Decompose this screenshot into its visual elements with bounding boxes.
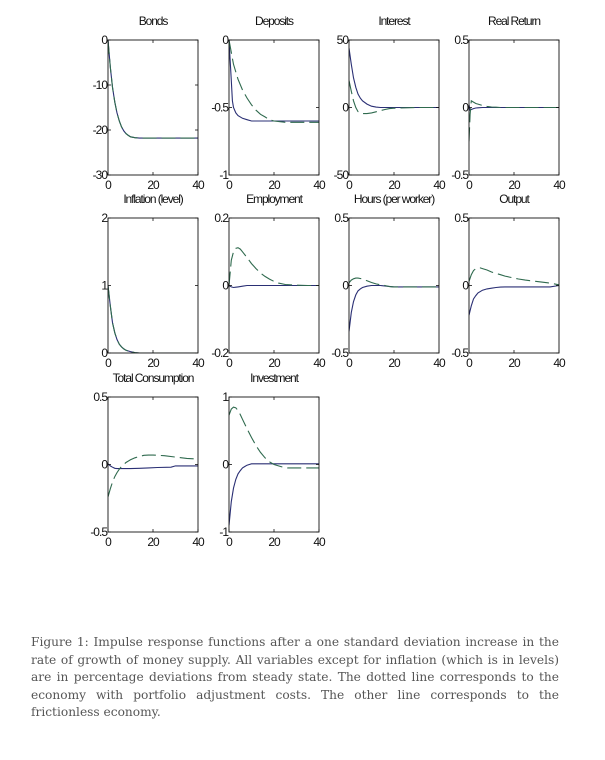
y-tick-label: -30 bbox=[92, 168, 107, 182]
series-line-frictionless bbox=[108, 464, 198, 469]
series-line-frictionless bbox=[349, 48, 439, 107]
x-tick-label: 20 bbox=[388, 356, 400, 370]
y-tick-label: 0 bbox=[462, 278, 468, 293]
series-line-adjustment-costs bbox=[108, 286, 198, 354]
panel-hours-per-worker bbox=[331, 192, 446, 370]
y-tick-label: -1 bbox=[219, 525, 228, 539]
x-tick-label: 20 bbox=[268, 535, 280, 549]
x-tick-label: 20 bbox=[268, 356, 280, 370]
series-line-adjustment-costs bbox=[229, 407, 319, 468]
panel-title: Deposits bbox=[255, 14, 293, 28]
y-tick-label: 1 bbox=[222, 390, 228, 404]
axes-box bbox=[229, 40, 319, 175]
y-tick-label: -10 bbox=[92, 78, 107, 92]
panel-interest bbox=[334, 14, 446, 192]
axes-box bbox=[349, 218, 439, 353]
x-tick-label: 0 bbox=[226, 535, 232, 549]
x-tick-label: 40 bbox=[433, 356, 445, 370]
y-tick-label: -0.5 bbox=[331, 346, 348, 360]
figure-caption: Figure 1: Impulse response functions after a one standard deviation increase in the rate of growth of money supply. All variables except for inflation (which is in levels) are in percentage deviations from steady state. The dotted line corresponds to the economy with portfolio adjustment costs. The other line corresponds to the frictionless economy. bbox=[31, 635, 559, 720]
x-tick-label: 40 bbox=[553, 356, 565, 370]
x-tick-label: 20 bbox=[147, 178, 159, 192]
y-tick-label: 0.5 bbox=[93, 390, 107, 404]
x-tick-label: 20 bbox=[268, 178, 280, 192]
panel-title: Bonds bbox=[138, 14, 168, 28]
y-tick-label: 0 bbox=[342, 100, 348, 115]
series-line-frictionless bbox=[229, 40, 319, 121]
panel-title: Real Return bbox=[488, 14, 540, 28]
x-tick-label: 40 bbox=[313, 356, 325, 370]
series-line-adjustment-costs bbox=[108, 40, 198, 138]
y-tick-label: 1 bbox=[101, 278, 107, 293]
panel-output bbox=[451, 192, 566, 370]
y-tick-label: -0.5 bbox=[451, 168, 468, 182]
panel-title: Hours (per worker) bbox=[353, 192, 435, 206]
series-line-adjustment-costs bbox=[349, 81, 439, 114]
panel-total-consumption bbox=[90, 371, 205, 549]
y-tick-label: 0 bbox=[222, 33, 228, 47]
series-line-adjustment-costs bbox=[108, 455, 198, 497]
series-line-adjustment-costs bbox=[469, 101, 559, 142]
y-tick-label: 0 bbox=[462, 100, 468, 115]
y-tick-label: -0.5 bbox=[211, 100, 228, 115]
series-line-adjustment-costs bbox=[469, 268, 559, 285]
panel-real-return bbox=[451, 14, 566, 192]
x-tick-label: 20 bbox=[147, 535, 159, 549]
series-line-adjustment-costs bbox=[229, 40, 319, 122]
y-tick-label: -20 bbox=[92, 123, 107, 137]
panel-title: Investment bbox=[250, 371, 298, 385]
panel-inflation-level bbox=[101, 192, 205, 370]
series-line-frictionless bbox=[108, 40, 198, 138]
panel-bonds bbox=[93, 14, 205, 192]
y-tick-label: 0.5 bbox=[454, 33, 468, 47]
y-tick-label: -50 bbox=[333, 168, 348, 182]
panel-deposits bbox=[211, 14, 326, 192]
x-tick-label: 40 bbox=[192, 356, 204, 370]
y-tick-label: 0.5 bbox=[334, 211, 348, 225]
series-line-frictionless bbox=[469, 286, 559, 316]
panel-title: Inflation (level) bbox=[123, 192, 183, 206]
y-tick-label: -0.2 bbox=[211, 346, 228, 360]
x-tick-label: 20 bbox=[388, 178, 400, 192]
y-tick-label: 2 bbox=[101, 211, 107, 225]
axes-box bbox=[108, 397, 198, 532]
x-tick-label: 40 bbox=[192, 535, 204, 549]
y-tick-label: 0.2 bbox=[214, 211, 228, 225]
y-tick-label: 50 bbox=[336, 33, 348, 47]
x-tick-label: 0 bbox=[466, 356, 472, 370]
series-line-adjustment-costs bbox=[229, 248, 319, 286]
x-tick-label: 40 bbox=[433, 178, 445, 192]
x-tick-label: 0 bbox=[105, 178, 111, 192]
axes-box bbox=[108, 218, 198, 353]
y-tick-label: 0 bbox=[222, 278, 228, 293]
panel-title: Output bbox=[499, 192, 529, 206]
y-tick-label: 0.5 bbox=[454, 211, 468, 225]
x-tick-label: 20 bbox=[508, 178, 520, 192]
x-tick-label: 40 bbox=[553, 178, 565, 192]
x-tick-label: 0 bbox=[466, 178, 472, 192]
y-tick-label: 0 bbox=[101, 346, 107, 360]
x-tick-label: 20 bbox=[508, 356, 520, 370]
axes-box bbox=[108, 40, 198, 175]
x-tick-label: 40 bbox=[192, 178, 204, 192]
axes-box bbox=[469, 218, 559, 353]
x-tick-label: 0 bbox=[346, 356, 352, 370]
panel-investment bbox=[219, 371, 326, 549]
y-tick-label: 0 bbox=[101, 457, 107, 472]
panel-title: Employment bbox=[246, 192, 302, 206]
x-tick-label: 20 bbox=[147, 356, 159, 370]
x-tick-label: 0 bbox=[105, 356, 111, 370]
panel-title: Total Consumption bbox=[112, 371, 194, 385]
y-tick-label: 0 bbox=[101, 33, 107, 47]
x-tick-label: 0 bbox=[346, 178, 352, 192]
series-line-frictionless bbox=[229, 464, 319, 526]
series-line-frictionless bbox=[108, 286, 198, 354]
series-line-adjustment-costs bbox=[349, 278, 439, 287]
y-tick-label: 0 bbox=[222, 457, 228, 472]
x-tick-label: 40 bbox=[313, 535, 325, 549]
y-tick-label: -1 bbox=[219, 168, 228, 182]
x-tick-label: 0 bbox=[105, 535, 111, 549]
panel-employment bbox=[211, 192, 326, 370]
series-line-frictionless bbox=[349, 286, 439, 332]
panel-title: Interest bbox=[378, 14, 410, 28]
x-tick-label: 0 bbox=[226, 178, 232, 192]
x-tick-label: 40 bbox=[313, 178, 325, 192]
y-tick-label: -0.5 bbox=[451, 346, 468, 360]
y-tick-label: 0 bbox=[342, 278, 348, 293]
y-tick-label: -0.5 bbox=[90, 525, 107, 539]
x-tick-label: 0 bbox=[226, 356, 232, 370]
